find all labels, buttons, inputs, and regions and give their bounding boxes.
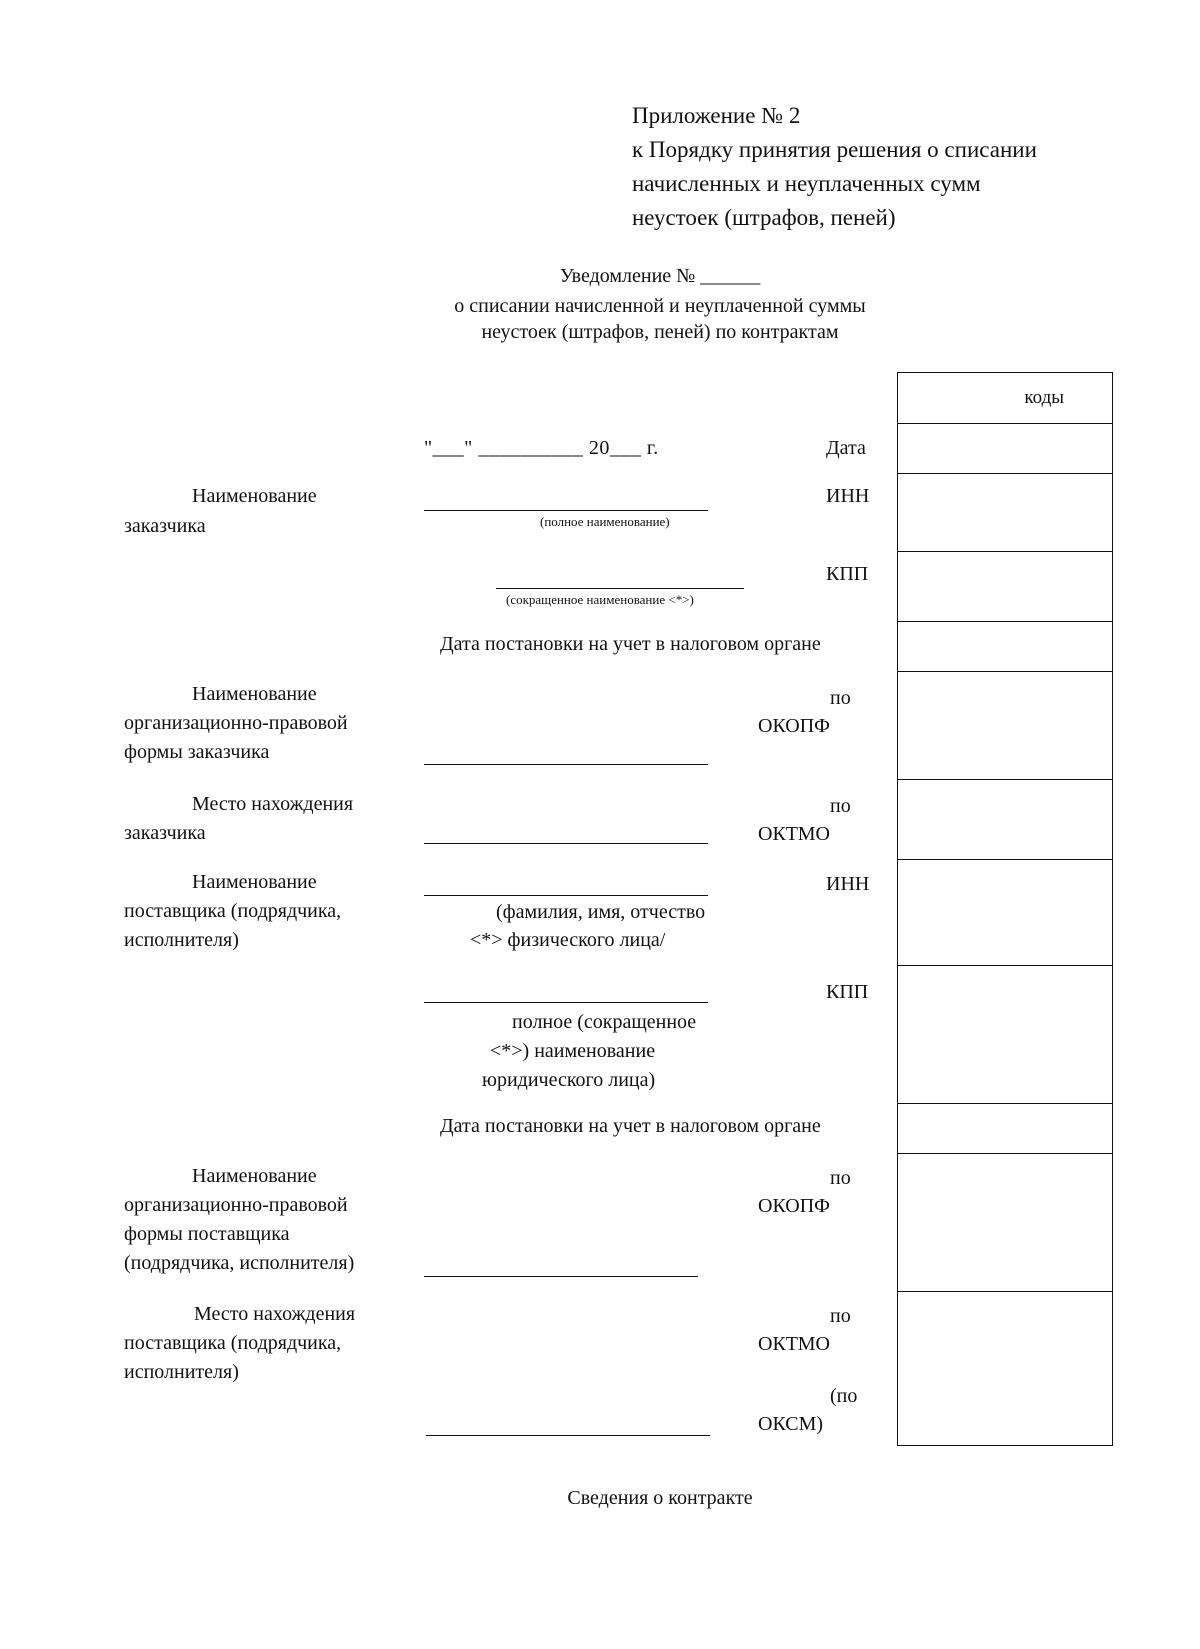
label-tax-reg-supplier: Дата постановки на учет в налоговом органе xyxy=(440,1115,821,1137)
customer-name-label-1: Наименование xyxy=(192,485,317,507)
supplier-fio-hint-2: <*> физического лица/ xyxy=(470,929,666,951)
appendix-line-4: неустоек (штрафов, пеней) xyxy=(632,205,896,230)
appendix-line-1: Приложение № 2 xyxy=(632,103,801,128)
label-date: Дата xyxy=(826,437,866,459)
supplier-location-label-2: поставщика (подрядчика, xyxy=(124,1332,342,1354)
label-oktmo-supplier: ОКТМО xyxy=(758,1333,830,1355)
label-okopf-customer: ОКОПФ xyxy=(758,715,830,737)
label-po-oksm: (по xyxy=(830,1385,858,1407)
code-cell-oktmo-customer xyxy=(898,779,1112,780)
codes-table xyxy=(897,372,1113,1446)
appendix-line-3: начисленных и неуплаченных сумм xyxy=(632,171,981,196)
customer-full-name-hint: (полное наименование) xyxy=(540,514,670,529)
customer-form-line[interactable] xyxy=(424,764,708,765)
customer-short-name-line[interactable] xyxy=(496,588,744,589)
label-inn-customer: ИНН xyxy=(826,485,870,507)
label-po-okopf-customer: по xyxy=(830,687,851,709)
date-line: "___" __________ 20___ г. xyxy=(424,437,659,459)
supplier-form-line[interactable] xyxy=(424,1276,698,1277)
supplier-name-label-2: поставщика (подрядчика, xyxy=(124,900,342,922)
customer-location-line[interactable] xyxy=(424,843,708,844)
code-cell-tax-reg-customer xyxy=(898,621,1112,622)
label-kpp-customer: КПП xyxy=(826,563,869,585)
code-cell-okopf-customer xyxy=(898,671,1112,672)
code-cell-kpp-supplier xyxy=(898,965,1112,966)
label-kpp-supplier: КПП xyxy=(826,981,869,1003)
supplier-location-label-1: Место нахождения xyxy=(194,1303,356,1325)
supplier-org-hint-1: полное (сокращенное xyxy=(512,1011,697,1033)
label-okopf-supplier: ОКОПФ xyxy=(758,1195,830,1217)
supplier-fio-hint-1: (фамилия, имя, отчество xyxy=(496,901,706,923)
supplier-location-label-3: исполнителя) xyxy=(124,1361,239,1383)
contract-info-heading: Сведения о контракте xyxy=(567,1487,753,1509)
customer-location-label-2: заказчика xyxy=(124,822,206,844)
label-po-oktmo-supplier: по xyxy=(830,1305,851,1327)
label-po-oktmo-customer: по xyxy=(830,795,851,817)
customer-short-name-hint: (сокращенное наименование <*>) xyxy=(506,592,694,607)
code-cell-date xyxy=(898,423,1112,424)
code-cell-kpp-customer xyxy=(898,551,1112,552)
supplier-form-label-1: Наименование xyxy=(192,1165,317,1187)
code-cell-inn-supplier xyxy=(898,859,1112,860)
supplier-name-label-3: исполнителя) xyxy=(124,929,239,951)
supplier-org-hint-2: <*>) наименование xyxy=(490,1040,656,1062)
supplier-org-name-line[interactable] xyxy=(424,1002,708,1003)
notice-subtitle-2: неустоек (штрафов, пеней) по контрактам xyxy=(481,321,839,343)
label-oksm: ОКСМ) xyxy=(758,1413,824,1435)
supplier-form-label-2: организационно-правовой xyxy=(124,1194,348,1216)
code-cell-inn-customer xyxy=(898,473,1112,474)
customer-location-label-1: Место нахождения xyxy=(192,793,354,815)
code-cell-tax-reg-supplier xyxy=(898,1103,1112,1104)
customer-form-label-2: организационно-правовой xyxy=(124,712,348,734)
notice-subtitle-1: о списании начисленной и неуплаченной суммы xyxy=(454,295,866,317)
customer-form-label-3: формы заказчика xyxy=(124,741,270,763)
supplier-form-label-3: формы поставщика xyxy=(124,1223,290,1245)
customer-full-name-line[interactable] xyxy=(424,510,708,511)
supplier-location-line[interactable] xyxy=(426,1435,710,1436)
appendix-line-2: к Порядку принятия решения о списании xyxy=(632,137,1037,162)
code-cell-okopf-supplier xyxy=(898,1153,1112,1154)
notice-title: Уведомление № ______ xyxy=(559,265,761,287)
supplier-name-label-1: Наименование xyxy=(192,871,317,893)
supplier-fio-line[interactable] xyxy=(424,895,708,896)
customer-form-label-1: Наименование xyxy=(192,683,317,705)
label-po-okopf-supplier: по xyxy=(830,1167,851,1189)
customer-name-label-2: заказчика xyxy=(124,515,206,537)
label-tax-reg-customer: Дата постановки на учет в налоговом органе xyxy=(440,633,821,655)
supplier-form-label-4: (подрядчика, исполнителя) xyxy=(124,1252,355,1274)
codes-header: коды xyxy=(1024,387,1064,408)
supplier-org-hint-3: юридического лица) xyxy=(482,1069,656,1091)
code-cell-oktmo-supplier xyxy=(898,1291,1112,1292)
label-oktmo-customer: ОКТМО xyxy=(758,823,830,845)
label-inn-supplier: ИНН xyxy=(826,873,870,895)
